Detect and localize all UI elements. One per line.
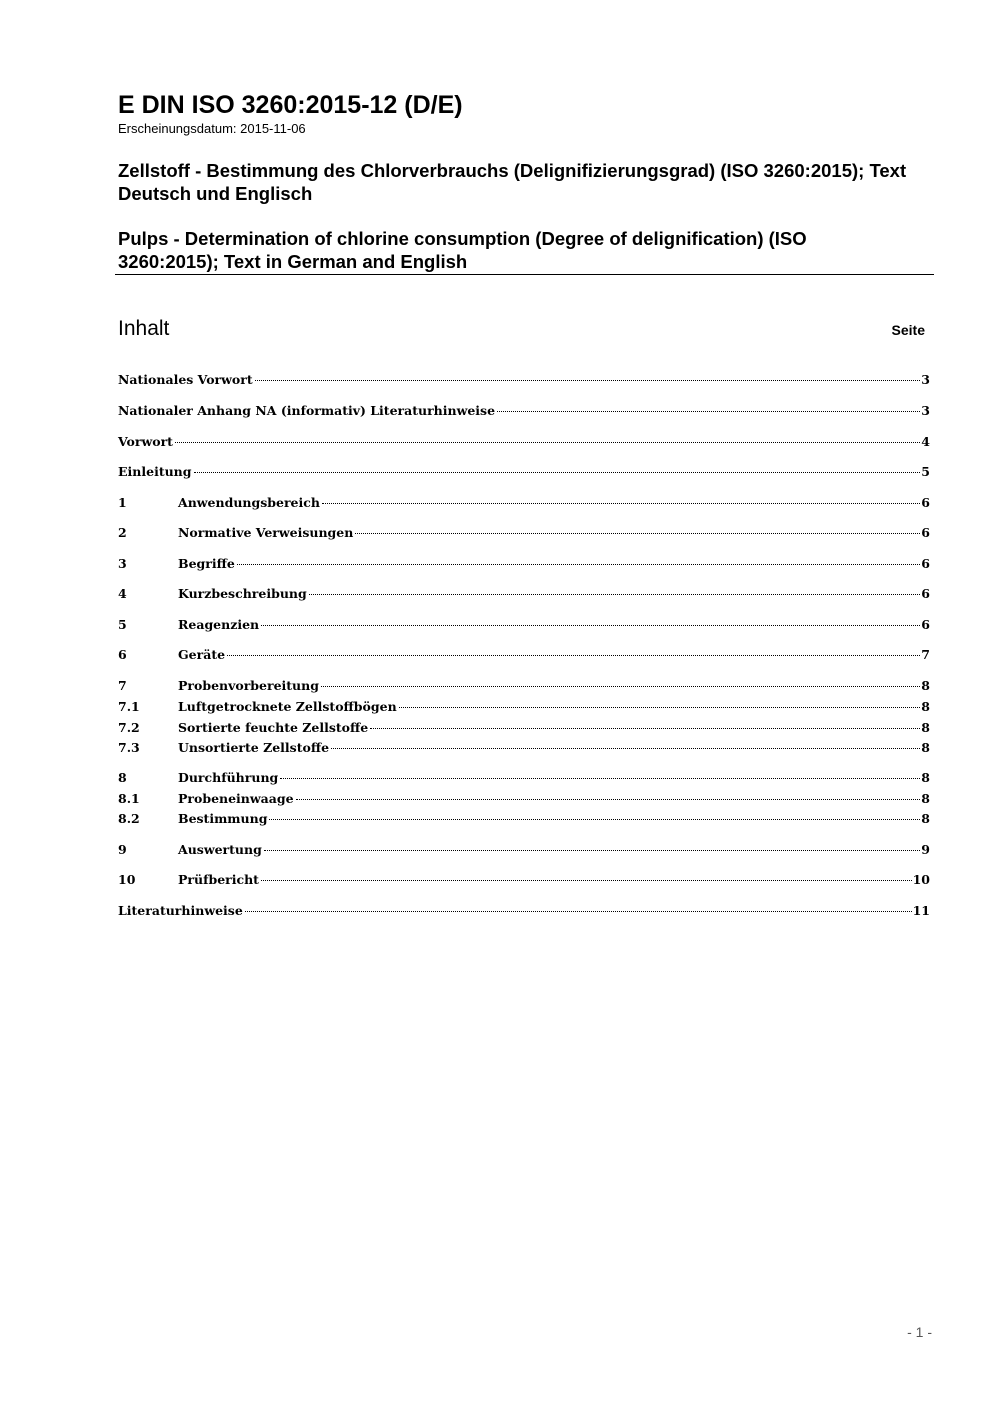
header-divider — [115, 274, 934, 275]
toc-dot-leader — [399, 707, 921, 708]
toc-entry[interactable] — [118, 738, 930, 758]
toc-entry-page: 6 — [921, 556, 930, 571]
toc-entry-page: 8 — [921, 811, 930, 826]
toc-entry-number: 8.2 — [118, 811, 140, 826]
toc-entry[interactable] — [118, 401, 930, 421]
toc-entry-page: 6 — [921, 525, 930, 540]
toc-entry-title: Probenvorbereitung — [178, 678, 319, 693]
toc-entry[interactable] — [118, 493, 930, 513]
toc-entry-number: 6 — [118, 647, 127, 662]
toc-dot-leader — [322, 503, 920, 504]
toc-entry-page: 8 — [921, 699, 930, 714]
toc-entry-number: 10 — [118, 872, 136, 887]
toc-entry-number: 2 — [118, 525, 127, 540]
title-german: Zellstoff - Bestimmung des Chlorverbrauchs (Delignifizierungsgrad) (ISO 3260:2015); Text Deutsch und Englisch — [118, 160, 907, 204]
toc-entry-title: Nationaler Anhang NA (informativ) Literaturhinweise — [118, 403, 496, 418]
toc-dot-leader — [331, 748, 920, 749]
toc-entry[interactable] — [118, 462, 930, 482]
toc-entry-number: 7.2 — [118, 720, 140, 735]
toc-entry-title: Nationales Vorwort — [118, 372, 253, 387]
toc-entry-title: Begriffe — [178, 556, 235, 571]
toc-dot-leader — [255, 380, 921, 381]
toc-entry-title: Geräte — [178, 647, 226, 662]
toc-entry-title: Kurzbeschreibung — [178, 586, 307, 601]
toc-entry[interactable] — [118, 523, 930, 543]
toc-entry[interactable] — [118, 432, 930, 452]
toc-entry[interactable] — [118, 615, 930, 635]
toc-entry[interactable] — [118, 718, 930, 738]
toc-entry[interactable] — [118, 809, 930, 829]
toc-entry-title: Auswertung — [178, 842, 262, 857]
toc-entry-title: Einleitung — [118, 464, 192, 479]
toc-entry-page: 6 — [921, 617, 930, 632]
toc-entry-number: 7.3 — [118, 740, 140, 755]
toc-entry-number: 3 — [118, 556, 127, 571]
document-header — [118, 90, 934, 272]
toc-entry-page: 10 — [912, 872, 930, 887]
toc-entry[interactable] — [118, 870, 930, 890]
toc-entry-number: 8.1 — [118, 791, 140, 806]
toc-entry[interactable] — [118, 789, 930, 809]
toc-entry-page: 6 — [921, 495, 930, 510]
toc-entry-number: 1 — [118, 495, 127, 510]
toc-entry-page: 6 — [921, 586, 930, 601]
toc-entry-title: Literaturhinweise — [118, 903, 243, 918]
toc-entry-title: Vorwort — [118, 434, 173, 449]
toc-dot-leader — [309, 594, 921, 595]
page-number: - 1 - — [907, 1324, 932, 1340]
toc-entry[interactable] — [118, 645, 930, 665]
toc-entry-page: 3 — [921, 372, 930, 387]
toc-entry[interactable] — [118, 840, 930, 860]
toc-entry[interactable] — [118, 584, 930, 604]
toc-dot-leader — [264, 850, 920, 851]
toc-entry-number: 7.1 — [118, 699, 140, 714]
toc-entry-number: 5 — [118, 617, 127, 632]
toc-dot-leader — [321, 686, 920, 687]
document-title: E DIN ISO 3260:2015-12 (D/E) — [118, 91, 463, 119]
toc-entry-page: 8 — [921, 740, 930, 755]
toc-dot-leader — [175, 442, 920, 443]
toc-entry-title: Prüfbericht — [178, 872, 259, 887]
toc-dot-leader — [497, 411, 920, 412]
toc-dot-leader — [227, 655, 920, 656]
toc-entry-number: 8 — [118, 770, 127, 785]
toc-entry-page: 9 — [921, 842, 930, 857]
toc-entry-number: 4 — [118, 586, 127, 601]
toc-entry-title: Unsortierte Zellstoffe — [178, 740, 330, 755]
toc-entry-number: 7 — [118, 678, 127, 693]
toc-entry-title: Luftgetrocknete Zellstoffbögen — [178, 699, 397, 714]
toc-entry-page: 11 — [912, 903, 930, 918]
toc-entry-title: Normative Verweisungen — [178, 525, 354, 540]
toc-dot-leader — [261, 625, 920, 626]
toc-entry[interactable] — [118, 901, 930, 921]
toc-entry[interactable] — [118, 554, 930, 574]
toc-entry-page: 8 — [921, 678, 930, 693]
toc-page-label: Seite — [891, 322, 925, 338]
publication-date: Erscheinungsdatum: 2015-11-06 — [118, 121, 306, 136]
toc-entry-page: 8 — [921, 770, 930, 785]
toc-entry-page: 8 — [921, 791, 930, 806]
toc-entry-page: 5 — [921, 464, 930, 479]
title-english: Pulps - Determination of chlorine consumption (Degree of delignification) (ISO 3260:2015); Text in German and English — [118, 228, 807, 272]
toc-entry[interactable] — [118, 676, 930, 696]
toc-entry[interactable] — [118, 697, 930, 717]
toc-entry[interactable] — [118, 370, 930, 390]
toc-entry-title: Sortierte feuchte Zellstoffe — [178, 720, 369, 735]
toc-entry-title: Reagenzien — [178, 617, 260, 632]
toc-entry-title: Bestimmung — [178, 811, 268, 826]
toc-entry-title: Anwendungsbereich — [178, 495, 320, 510]
toc-entry-title: Durchführung — [178, 770, 279, 785]
toc-entry-page: 7 — [921, 647, 930, 662]
toc-dot-leader — [194, 472, 921, 473]
toc-entry-page: 3 — [921, 403, 930, 418]
toc-entry[interactable] — [118, 768, 930, 788]
toc-entry-number: 9 — [118, 842, 127, 857]
toc-dot-leader — [245, 911, 912, 912]
toc-dot-leader — [280, 778, 920, 779]
toc-dot-leader — [355, 533, 920, 534]
toc-dot-leader — [370, 728, 920, 729]
toc-dot-leader — [269, 819, 920, 820]
toc-dot-leader — [237, 564, 920, 565]
toc-entry-page: 4 — [921, 434, 930, 449]
toc-entry-title: Probeneinwaage — [178, 791, 294, 806]
toc-heading: Inhalt — [118, 317, 170, 340]
toc-entry-page: 8 — [921, 720, 930, 735]
toc-dot-leader — [296, 799, 921, 800]
toc-dot-leader — [261, 880, 912, 881]
